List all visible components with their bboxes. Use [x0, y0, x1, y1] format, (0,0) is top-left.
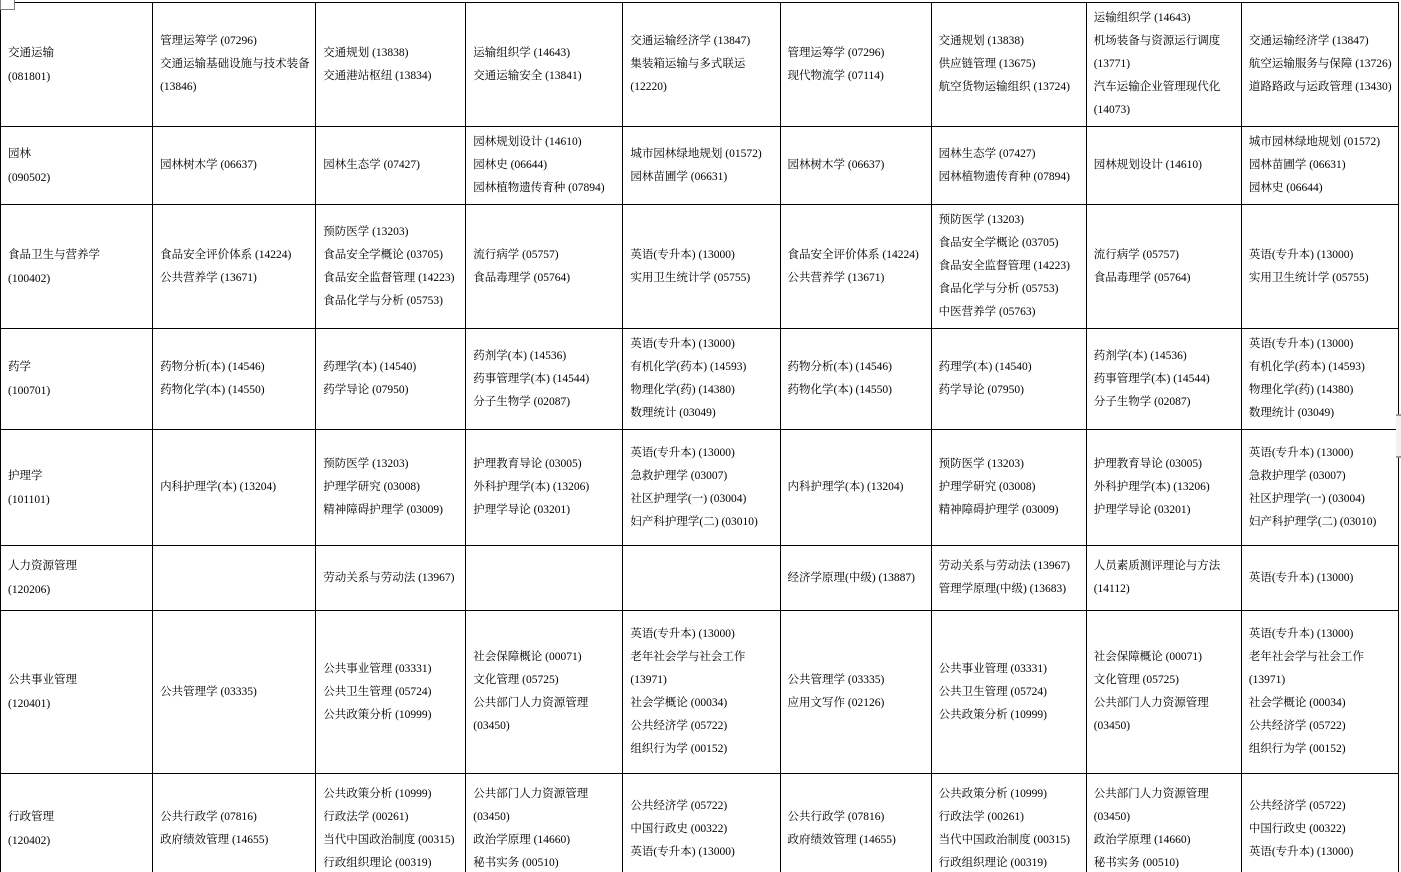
- course-item: 秘书实务 (00510): [1093, 857, 1180, 870]
- major-name: 交通运输: [8, 46, 54, 59]
- course-cell: [316, 205, 466, 329]
- course-item: 公共经济学 (05722): [630, 799, 728, 812]
- course-item: 公共管理学 (03335): [160, 685, 257, 698]
- course-item: 流行病学 (05757): [1093, 248, 1180, 261]
- course-item: 管理运筹学 (07296): [160, 35, 257, 47]
- course-item: 社会学概论 (00034): [630, 697, 728, 709]
- course-item: 汽车运输企业管理现代化 (14073): [1093, 81, 1221, 116]
- course-item: 园林植物遗传育种 (07894): [938, 170, 1070, 183]
- course-item: 园林规划设计 (14610): [1093, 159, 1203, 171]
- course-item: 实用卫生统计学 (05755): [630, 271, 751, 284]
- course-cell: [780, 329, 931, 430]
- course-item: 运输组织学 (14643): [473, 46, 571, 59]
- course-item: 妇产科护理学(二) (03010): [630, 515, 758, 528]
- course-item: 英语(专升本) (13000): [1248, 446, 1354, 459]
- course-item: 公共政策分析 (10999): [323, 708, 432, 721]
- course-item: 急救护理学 (03007): [1248, 469, 1346, 482]
- course-item: 社会保障概论 (00071): [473, 651, 582, 663]
- course-item: 急救护理学 (03007): [630, 469, 728, 482]
- course-cell: [931, 329, 1086, 430]
- course-item: 政治学原理 (14660): [1093, 834, 1191, 847]
- course-cell: [623, 430, 780, 546]
- major-code: (100402): [8, 272, 51, 285]
- course-item: 园林生态学 (07427): [323, 159, 420, 171]
- major-cell: [1, 430, 153, 546]
- course-item: 护理教育导论 (03005): [473, 458, 582, 470]
- course-cell: [316, 3, 466, 127]
- course-item: 老年社会学与社会工作 (13971): [1248, 651, 1364, 686]
- course-item: 政治学原理 (14660): [473, 834, 571, 847]
- course-cell: [623, 774, 780, 872]
- course-cell: [1086, 205, 1241, 329]
- course-cell: [1086, 774, 1241, 872]
- course-item: 有机化学(药本) (14593): [630, 361, 747, 373]
- course-item: 公共经济学 (05722): [630, 720, 728, 732]
- major-code: (120401): [8, 698, 51, 710]
- course-item: 行政组织理论 (00319): [938, 857, 1047, 870]
- course-item: 中国行政史 (00322): [1248, 822, 1346, 835]
- course-item: 城市园林绿地规划 (01572): [630, 147, 762, 160]
- major-name: 公共事业管理: [8, 674, 77, 686]
- course-item: 行政组织理论 (00319): [323, 857, 432, 870]
- course-item: 外科护理学(本) (13206): [473, 481, 590, 493]
- course-item: 社会保障概论 (00071): [1093, 651, 1203, 663]
- course-item: 护理学研究 (03008): [938, 481, 1036, 493]
- course-item: 精神障碍护理学 (03009): [938, 504, 1059, 516]
- course-item: 英语(专升本) (13000): [1248, 338, 1354, 350]
- course-item: 中医营养学 (05763): [938, 306, 1036, 318]
- course-cell: [1086, 430, 1241, 546]
- course-item: 公共政策分析 (10999): [938, 788, 1047, 801]
- major-cell: [1, 329, 153, 430]
- course-cell: [466, 774, 623, 872]
- course-item: 英语(专升本) (13000): [630, 845, 735, 858]
- course-item: 有机化学(药本) (14593): [1248, 361, 1365, 373]
- table-row: [1, 611, 1399, 774]
- course-cell: [316, 430, 466, 546]
- course-item: 应用文写作 (02126): [787, 697, 885, 709]
- course-item: 公共经济学 (05722): [1248, 799, 1346, 812]
- course-item: 药事管理学(本) (14544): [473, 372, 590, 385]
- course-item: 交通运输经济学 (13847): [630, 35, 751, 47]
- course-item: 政府绩效管理 (14655): [787, 834, 896, 847]
- course-cell: [316, 546, 466, 611]
- course-item: 药理学(本) (14540): [323, 361, 417, 373]
- course-cell: [1086, 329, 1241, 430]
- course-cell: [466, 127, 623, 205]
- table-row: [1, 205, 1399, 329]
- course-item: 分子生物学 (02087): [473, 395, 571, 408]
- course-item: 食品安全评价体系 (14224): [787, 248, 919, 261]
- major-name: 药学: [8, 361, 31, 373]
- table-row: [1, 329, 1399, 430]
- course-cell: [153, 430, 316, 546]
- course-item: 预防医学 (13203): [938, 458, 1024, 470]
- course-cell: [466, 205, 623, 329]
- course-item: 外科护理学(本) (13206): [1093, 481, 1210, 493]
- major-name: 园林: [8, 147, 31, 160]
- major-code: (101101): [8, 493, 50, 506]
- course-item: 公共部门人力资源管理 (03450): [473, 697, 589, 732]
- course-cell: [780, 205, 931, 329]
- course-cell: [780, 774, 931, 872]
- course-item: 护理教育导论 (03005): [1093, 458, 1203, 470]
- major-name: 护理学: [8, 469, 43, 482]
- course-table-body: [1, 3, 1399, 872]
- course-cell: [623, 546, 780, 611]
- course-item: 英语(专升本) (13000): [1248, 628, 1354, 640]
- course-cell: [623, 3, 780, 127]
- course-item: 社区护理学(一) (03004): [630, 492, 747, 505]
- course-item: 人员素质测评理论与方法 (14112): [1093, 560, 1221, 595]
- course-item: 当代中国政治制度 (00315): [938, 834, 1070, 847]
- course-item: 内科护理学(本) (13204): [787, 481, 904, 493]
- course-cell: [1086, 127, 1241, 205]
- course-item: 药物化学(本) (14550): [787, 384, 892, 396]
- major-code: (120402): [8, 835, 51, 848]
- course-item: 护理学导论 (03201): [473, 504, 571, 516]
- course-item: 药理学(本) (14540): [938, 361, 1032, 373]
- course-cell: [780, 430, 931, 546]
- course-item: 公共事业管理 (03331): [323, 662, 432, 675]
- course-item: 药物分析(本) (14546): [160, 361, 265, 373]
- course-cell: [623, 611, 780, 774]
- course-item: 中国行政史 (00322): [630, 822, 728, 835]
- course-cell: [1241, 205, 1398, 329]
- course-cell: [780, 546, 931, 611]
- course-cell: [153, 611, 316, 774]
- course-item: 社会学概论 (00034): [1248, 697, 1346, 709]
- course-item: 英语(专升本) (13000): [1248, 248, 1354, 261]
- course-item: 交通规划 (13838): [938, 35, 1024, 47]
- course-cell: [1241, 3, 1398, 127]
- course-item: 公共行政学 (07816): [787, 811, 885, 824]
- major-name: 行政管理: [8, 811, 54, 824]
- course-item: 英语(专升本) (13000): [630, 628, 735, 640]
- course-item: 交通运输基础设施与技术装备 (13846): [160, 58, 310, 93]
- course-cell: [1241, 329, 1398, 430]
- course-item: 园林树木学 (06637): [160, 159, 257, 171]
- course-item: 精神障碍护理学 (03009): [323, 504, 443, 516]
- course-cell: [1241, 127, 1398, 205]
- course-item: 管理运筹学 (07296): [787, 46, 885, 59]
- course-cell: [931, 205, 1086, 329]
- course-item: 园林苗圃学 (06631): [630, 170, 728, 183]
- major-cell: [1, 546, 153, 611]
- course-item: 园林树木学 (06637): [787, 159, 885, 171]
- course-item: 物理化学(药) (14380): [1248, 384, 1354, 396]
- major-code: (120206): [8, 584, 51, 596]
- course-cell: [466, 611, 623, 774]
- course-item: 药物化学(本) (14550): [160, 384, 265, 396]
- course-item: 英语(专升本) (13000): [630, 338, 735, 350]
- course-item: 食品化学与分析 (05753): [938, 283, 1059, 295]
- course-item: 食品安全学概论 (03705): [323, 248, 443, 261]
- course-item: 行政法学 (00261): [323, 811, 409, 824]
- course-cell: [780, 611, 931, 774]
- course-item: 公共部门人力资源管理 (03450): [1093, 788, 1209, 824]
- table-row: [1, 546, 1399, 611]
- course-item: 公共营养学 (13671): [787, 271, 885, 284]
- course-item: 护理学导论 (03201): [1093, 504, 1191, 516]
- course-item: 管理学原理(中级) (13683): [938, 583, 1067, 595]
- course-item: 老年社会学与社会工作 (13971): [630, 651, 746, 686]
- major-cell: [1, 205, 153, 329]
- course-item: 英语(专升本) (13000): [1248, 845, 1354, 858]
- scrollbar-thumb-fragment[interactable]: [1396, 414, 1401, 458]
- course-cell: [931, 3, 1086, 127]
- course-item: 英语(专升本) (13000): [630, 248, 735, 261]
- course-item: 预防医学 (13203): [323, 225, 409, 238]
- course-cell: [931, 127, 1086, 205]
- major-cell: [1, 3, 153, 127]
- course-item: 航空运输服务与保障 (13726): [1248, 58, 1392, 70]
- course-item: 公共营养学 (13671): [160, 271, 257, 284]
- course-cell: [466, 329, 623, 430]
- course-cell: [1241, 774, 1398, 872]
- course-item: 公共管理学 (03335): [787, 674, 885, 686]
- course-item: 预防医学 (13203): [323, 458, 409, 470]
- course-cell: [780, 127, 931, 205]
- course-item: 交通运输安全 (13841): [473, 69, 582, 82]
- course-item: 食品化学与分析 (05753): [323, 294, 443, 307]
- course-item: 流行病学 (05757): [473, 248, 559, 261]
- exam-schedule-table: [0, 2, 1399, 872]
- course-cell: [466, 546, 623, 611]
- course-cell: [466, 3, 623, 127]
- course-cell: [316, 329, 466, 430]
- course-item: 英语(专升本) (13000): [630, 446, 735, 459]
- course-item: 公共卫生管理 (05724): [938, 685, 1047, 698]
- course-item: 护理学研究 (03008): [323, 481, 420, 493]
- course-item: 药剂学(本) (14536): [1093, 349, 1187, 362]
- course-cell: [1086, 3, 1241, 127]
- course-item: 文化管理 (05725): [1093, 674, 1180, 686]
- table-row: [1, 774, 1399, 872]
- course-item: 公共事业管理 (03331): [938, 662, 1047, 675]
- course-item: 现代物流学 (07114): [787, 69, 884, 82]
- course-item: 行政法学 (00261): [938, 811, 1024, 824]
- course-cell: [316, 127, 466, 205]
- course-cell: [931, 774, 1086, 872]
- course-cell: [1086, 546, 1241, 611]
- table-row: [1, 430, 1399, 546]
- course-item: 公共政策分析 (10999): [938, 708, 1047, 721]
- course-item: 园林规划设计 (14610): [473, 136, 582, 148]
- course-item: 药物分析(本) (14546): [787, 361, 892, 373]
- course-cell: [780, 3, 931, 127]
- course-item: 公共行政学 (07816): [160, 811, 257, 824]
- course-item: 实用卫生统计学 (05755): [1248, 271, 1369, 284]
- course-item: 分子生物学 (02087): [1093, 395, 1191, 408]
- course-cell: [153, 127, 316, 205]
- course-cell: [153, 3, 316, 127]
- course-item: 交通运输经济学 (13847): [1248, 35, 1369, 47]
- course-cell: [153, 205, 316, 329]
- course-cell: [931, 430, 1086, 546]
- table-row: [1, 127, 1399, 205]
- course-cell: [466, 430, 623, 546]
- course-item: 秘书实务 (00510): [473, 857, 559, 870]
- course-item: 公共部门人力资源管理 (03450): [1093, 697, 1209, 732]
- course-item: 园林苗圃学 (06631): [1248, 159, 1346, 171]
- major-cell: [1, 127, 153, 205]
- course-item: 药学导论 (07950): [938, 384, 1024, 396]
- course-item: 当代中国政治制度 (00315): [323, 834, 455, 847]
- course-item: 公共部门人力资源管理 (03450): [473, 788, 589, 824]
- course-item: 食品安全评价体系 (14224): [160, 248, 292, 261]
- course-item: 园林史 (06644): [1248, 182, 1323, 194]
- course-cell: [623, 127, 780, 205]
- course-item: 园林史 (06644): [473, 159, 548, 171]
- course-item: 运输组织学 (14643): [1093, 12, 1191, 24]
- course-item: 妇产科护理学(二) (03010): [1248, 515, 1377, 528]
- course-item: 物理化学(药) (14380): [630, 384, 735, 396]
- major-code: (090502): [8, 171, 51, 184]
- course-item: 公共卫生管理 (05724): [323, 685, 432, 698]
- course-item: 供应链管理 (13675): [938, 58, 1036, 70]
- course-item: 食品安全监督管理 (14223): [323, 271, 455, 284]
- major-code: (100701): [8, 385, 51, 397]
- course-cell: [1086, 611, 1241, 774]
- course-cell: [1241, 611, 1398, 774]
- course-cell: [316, 774, 466, 872]
- course-item: 园林植物遗传育种 (07894): [473, 182, 605, 194]
- course-item: 机场装备与资源运行调度 (13771): [1093, 35, 1221, 70]
- course-item: 数理统计 (03049): [630, 407, 716, 419]
- table-handle-fragment: [0, 0, 15, 10]
- major-cell: [1, 774, 153, 872]
- course-item: 组织行为学 (00152): [1248, 743, 1346, 755]
- course-cell: [316, 611, 466, 774]
- course-item: 数理统计 (03049): [1248, 407, 1335, 419]
- course-item: 预防医学 (13203): [938, 214, 1024, 226]
- course-item: 食品毒理学 (05764): [1093, 271, 1191, 284]
- major-code: (081801): [8, 70, 51, 83]
- course-cell: [153, 774, 316, 872]
- course-cell: [153, 546, 316, 611]
- course-item: 英语(专升本) (13000): [1248, 571, 1354, 584]
- course-item: 食品毒理学 (05764): [473, 271, 571, 284]
- course-item: 药学导论 (07950): [323, 384, 409, 396]
- course-item: 集装箱运输与多式联运 (12220): [630, 58, 746, 93]
- course-item: 食品安全监督管理 (14223): [938, 260, 1070, 272]
- course-cell: [1241, 430, 1398, 546]
- course-cell: [1241, 546, 1398, 611]
- course-cell: [931, 546, 1086, 611]
- course-item: 公共政策分析 (10999): [323, 788, 432, 801]
- course-item: 道路路政与运政管理 (13430): [1248, 81, 1392, 93]
- course-item: 交通港站枢纽 (13834): [323, 69, 432, 82]
- course-item: 航空货物运输组织 (13724): [938, 81, 1070, 93]
- course-cell: [153, 329, 316, 430]
- course-item: 内科护理学(本) (13204): [160, 481, 277, 493]
- course-item: 药剂学(本) (14536): [473, 349, 567, 362]
- major-cell: [1, 611, 153, 774]
- course-item: 社区护理学(一) (03004): [1248, 492, 1365, 505]
- course-cell: [623, 205, 780, 329]
- course-item: 食品安全学概论 (03705): [938, 237, 1059, 249]
- course-item: 政府绩效管理 (14655): [160, 834, 269, 847]
- course-item: 组织行为学 (00152): [630, 743, 728, 755]
- course-item: 药事管理学(本) (14544): [1093, 372, 1210, 385]
- table-row: [1, 3, 1399, 127]
- course-item: 劳动关系与劳动法 (13967): [323, 571, 455, 584]
- course-cell: [623, 329, 780, 430]
- course-item: 园林生态学 (07427): [938, 147, 1036, 160]
- major-name: 食品卫生与营养学: [8, 248, 100, 261]
- course-item: 城市园林绿地规划 (01572): [1248, 136, 1381, 148]
- major-name: 人力资源管理: [8, 560, 77, 572]
- course-cell: [931, 611, 1086, 774]
- course-item: 经济学原理(中级) (13887): [787, 571, 915, 584]
- course-item: 公共经济学 (05722): [1248, 720, 1346, 732]
- course-item: 文化管理 (05725): [473, 674, 559, 686]
- course-item: 交通规划 (13838): [323, 46, 409, 59]
- course-item: 劳动关系与劳动法 (13967): [938, 560, 1070, 572]
